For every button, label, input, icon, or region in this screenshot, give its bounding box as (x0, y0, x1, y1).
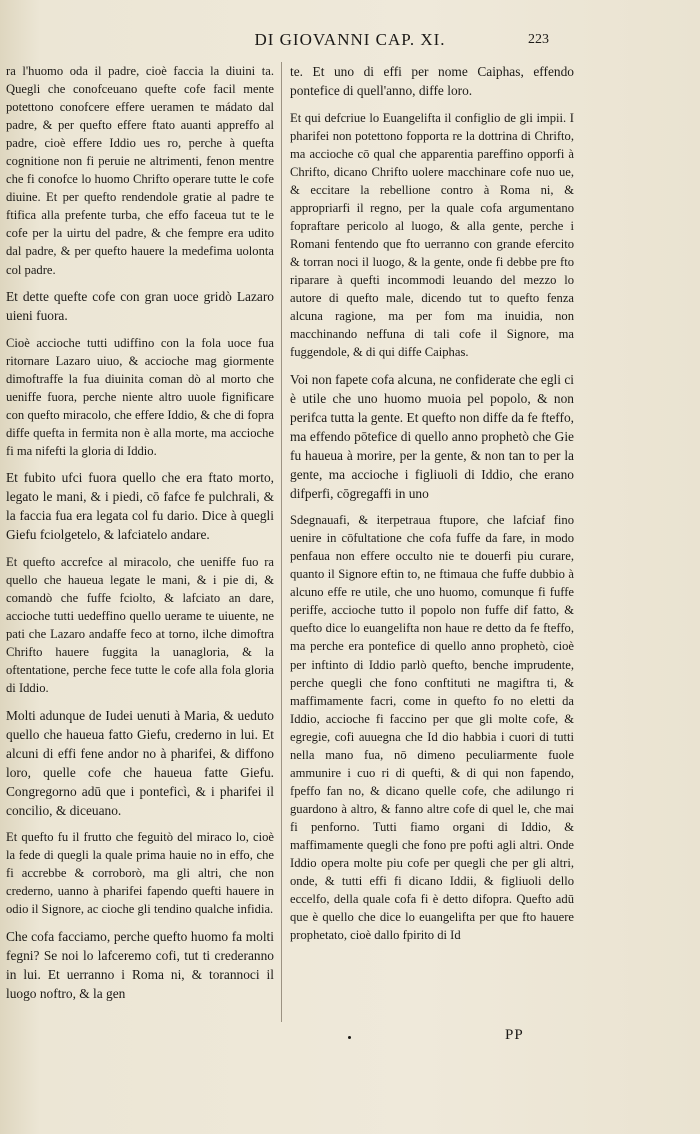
commentary-paragraph: Et quefto fu il frutto che feguitò del miraco lo, cioè la fede di quegli la quale prima hauie no in effo, che fi accrebbe & corroborò, ma gli altri, che non crederno, uanno à pharifei fapendo quefti hauere in odio il Signore, ac cioche gli tendino qualche infidia. (6, 830, 274, 917)
commentary-paragraph: Cioè accioche tutti udiffino con la fola uoce fua ritornare Lazaro uiuo, & accioche mag giormente dimoftraffe la fua diuinita coman dò al morto che ueniffe fuora, perche niente altro uuole fignificare con quefto miracolo, che effere Iddio, & che di fopra diffe quefta in fermita non è alla morte, ma accioche fi ma nifefti la gloria di Iddio. (6, 335, 274, 458)
gospel-verse: Et dette quefte cofe con gran uoce gridò Lazaro uieni fuora. (6, 289, 274, 324)
signature-mark: PP (505, 1027, 524, 1043)
gospel-verse: Et fubito ufci fuora quello che era ftato morto, legato le mani, & i piedi, cō fafce fe pulchrali, & la faccia fua era legata col fu dario. Dice à quegli Giefu fciolgetelo, & lafciatelo andare. (6, 470, 274, 543)
page-number: 223 (528, 32, 549, 47)
running-head: DI GIOVANNI CAP. XI. (254, 30, 446, 49)
gospel-verse: Che cofa facciamo, perche quefto huomo fa molti fegni? Se noi lo lafceremo cofi, tut ti crederanno in lui. Et uerranno i Roma ni, & torannoci il luogo noftro, & la gen (6, 929, 274, 1001)
commentary-paragraph: Sdegnauafi, & iterpetraua ftupore, che lafciaf fino uenire in cōfultatione che cofa fuffe da fare, in modo penfaua non effere occulto nie te douerfi piu curare, quanto il Signore eftin to, ne ftimaua che fuffe dubbio à alcuno effe re utile, che uno huomo, comunque fi fuffe periffe, accioche tutto il popolo non fuffe dif fatto, & quefto dice lo euangelifta non haue re detto da fe fteffo, ma perche era pontefice di quello anno prophetò, cioè per inftinto di Iddio parlò quefto, benche imprudente, perche quegli che fono conftituti ne magiftra ti, & maffimamente facri, come in quefto fo no eletti da Iddio, accioche fi faccino per que gli molte cofe, & egregie, cofi auuegna che Id dio habbia i cuori di tutti nella mano fua, nō dimeno peculiarmente fuole ammunire i cuo ri di quefti, & di qui non fapendo, fpeffo fan no, & dicano quelle cofe, che adilungo ri guardono à altro, & fanno altre cofe di quel le, che mai fi penforno. Tutti fiamo organi di Iddio, & maffimamente quegli che fono pre pofti agli altri. Onde Iddio opera molte piu cofe per quegli che per gli altri, onde, & tutti effi fi dicano Iddii, & figliuoli dello eccelfo, della quale cofa fi è detto difopra. Quefto adū que è quello che dice lo euangelifta per que fto hauere prophetato, cioè dallo fpirito di Id (290, 513, 574, 943)
ornament-dot (348, 1036, 351, 1039)
commentary-paragraph: ra l'huomo oda il padre, cioè faccia la diuini ta. Quegli che conofceuano quefte cofe facil mente potettono conofcere effere ueramen te mádato dal padre, & per quefto effere ftato auanti appreffo al padre, cioè effere Iddio ues ro, perche à quefta cognitione non fi peruie ne altrimenti, fenon mentre che fi conofce lo huomo Chrifto operare tutte le cofe diuine. Et per quefto rendendole gratie al padre te ftifica alla prefente turba, che effo faceua tut te le cofe per la uirtu del padre, & che fempre era udito dal padre, & per quefto hauere la medefima uolonta col padre. (6, 64, 274, 277)
commentary-paragraph: Et quefto accrefce al miracolo, che ueniffe fuo ra quello che haueua legate le mani, & i pie di, & comandò che fuffe fciolto, & lafciato an dare, accioche tutti uedeffino quello uerame te uiuente, ne pati che Lazaro andaffe feco at torno, ilche dimoftra Chrifto hauere fuggita la uanagloria, & la oftentatione, perche fece tutte le cofe alla fola gloria di Iddio. (6, 554, 274, 696)
gospel-verse: Molti adunque de Iudei uenuti à Maria, & ueduto quello che haueua fatto Giefu, crederno in lui. Et alcuni di effi fene andor no à pharifei, & diffono loro, quelle cofe che haueua fatte Giefu. Congregorno adū que i ponteficì, & i pharifei il concilio, & diceuano. (6, 707, 274, 818)
left-column (6, 62, 274, 1012)
gospel-verse: te. Et uno di effi per nome Caiphas, effendo pontefice di quell'anno, diffe loro. (290, 64, 574, 98)
right-column (290, 62, 574, 953)
column-divider (281, 62, 282, 1022)
gospel-verse: Voi non fapete cofa alcuna, ne confiderate che egli ci è utile che uno huomo muoia pel popolo, & non perifca tutta la gente. Et quefto non diffe da fe fteffo, ma effendo pōtefice di quello anno prophetò che Gie fu haueua à morire, per la gente, & non tan to per la gente, ma accioche i figliuoli di Iddio, che erano difperfi, cōgregaffi in uno (290, 371, 574, 501)
commentary-paragraph: Et qui defcriue lo Euangelifta il configlio de gli impii. I pharifei non potettono fopporta re la dottrina di Chrifto, ma accioche cō qual che apparentia pareffino opporfi à Chrifto, dicano Chrifto uolere macchinare cofe nuo ue, & eccitare la rebellione contro à Roma ni, & appropriarfi il regno, per la quale cofa argumentano fopraftare pericolo al luogo, & alla gente, perche i Romani fentendo que fto uerranno con grande efercito & torran noci il luogo, & la gente, onde fi debbe pre fto riparare à quefti incommodi leuando del mezzo lo autore di quefto male, dicendo tut to quefto fenza alcuna ragione, ma per fom ma inuidia, non macchinando neffuna di tali cofe il Signore, ma fuggendole, & di qui diffe Caiphas. (290, 110, 574, 360)
